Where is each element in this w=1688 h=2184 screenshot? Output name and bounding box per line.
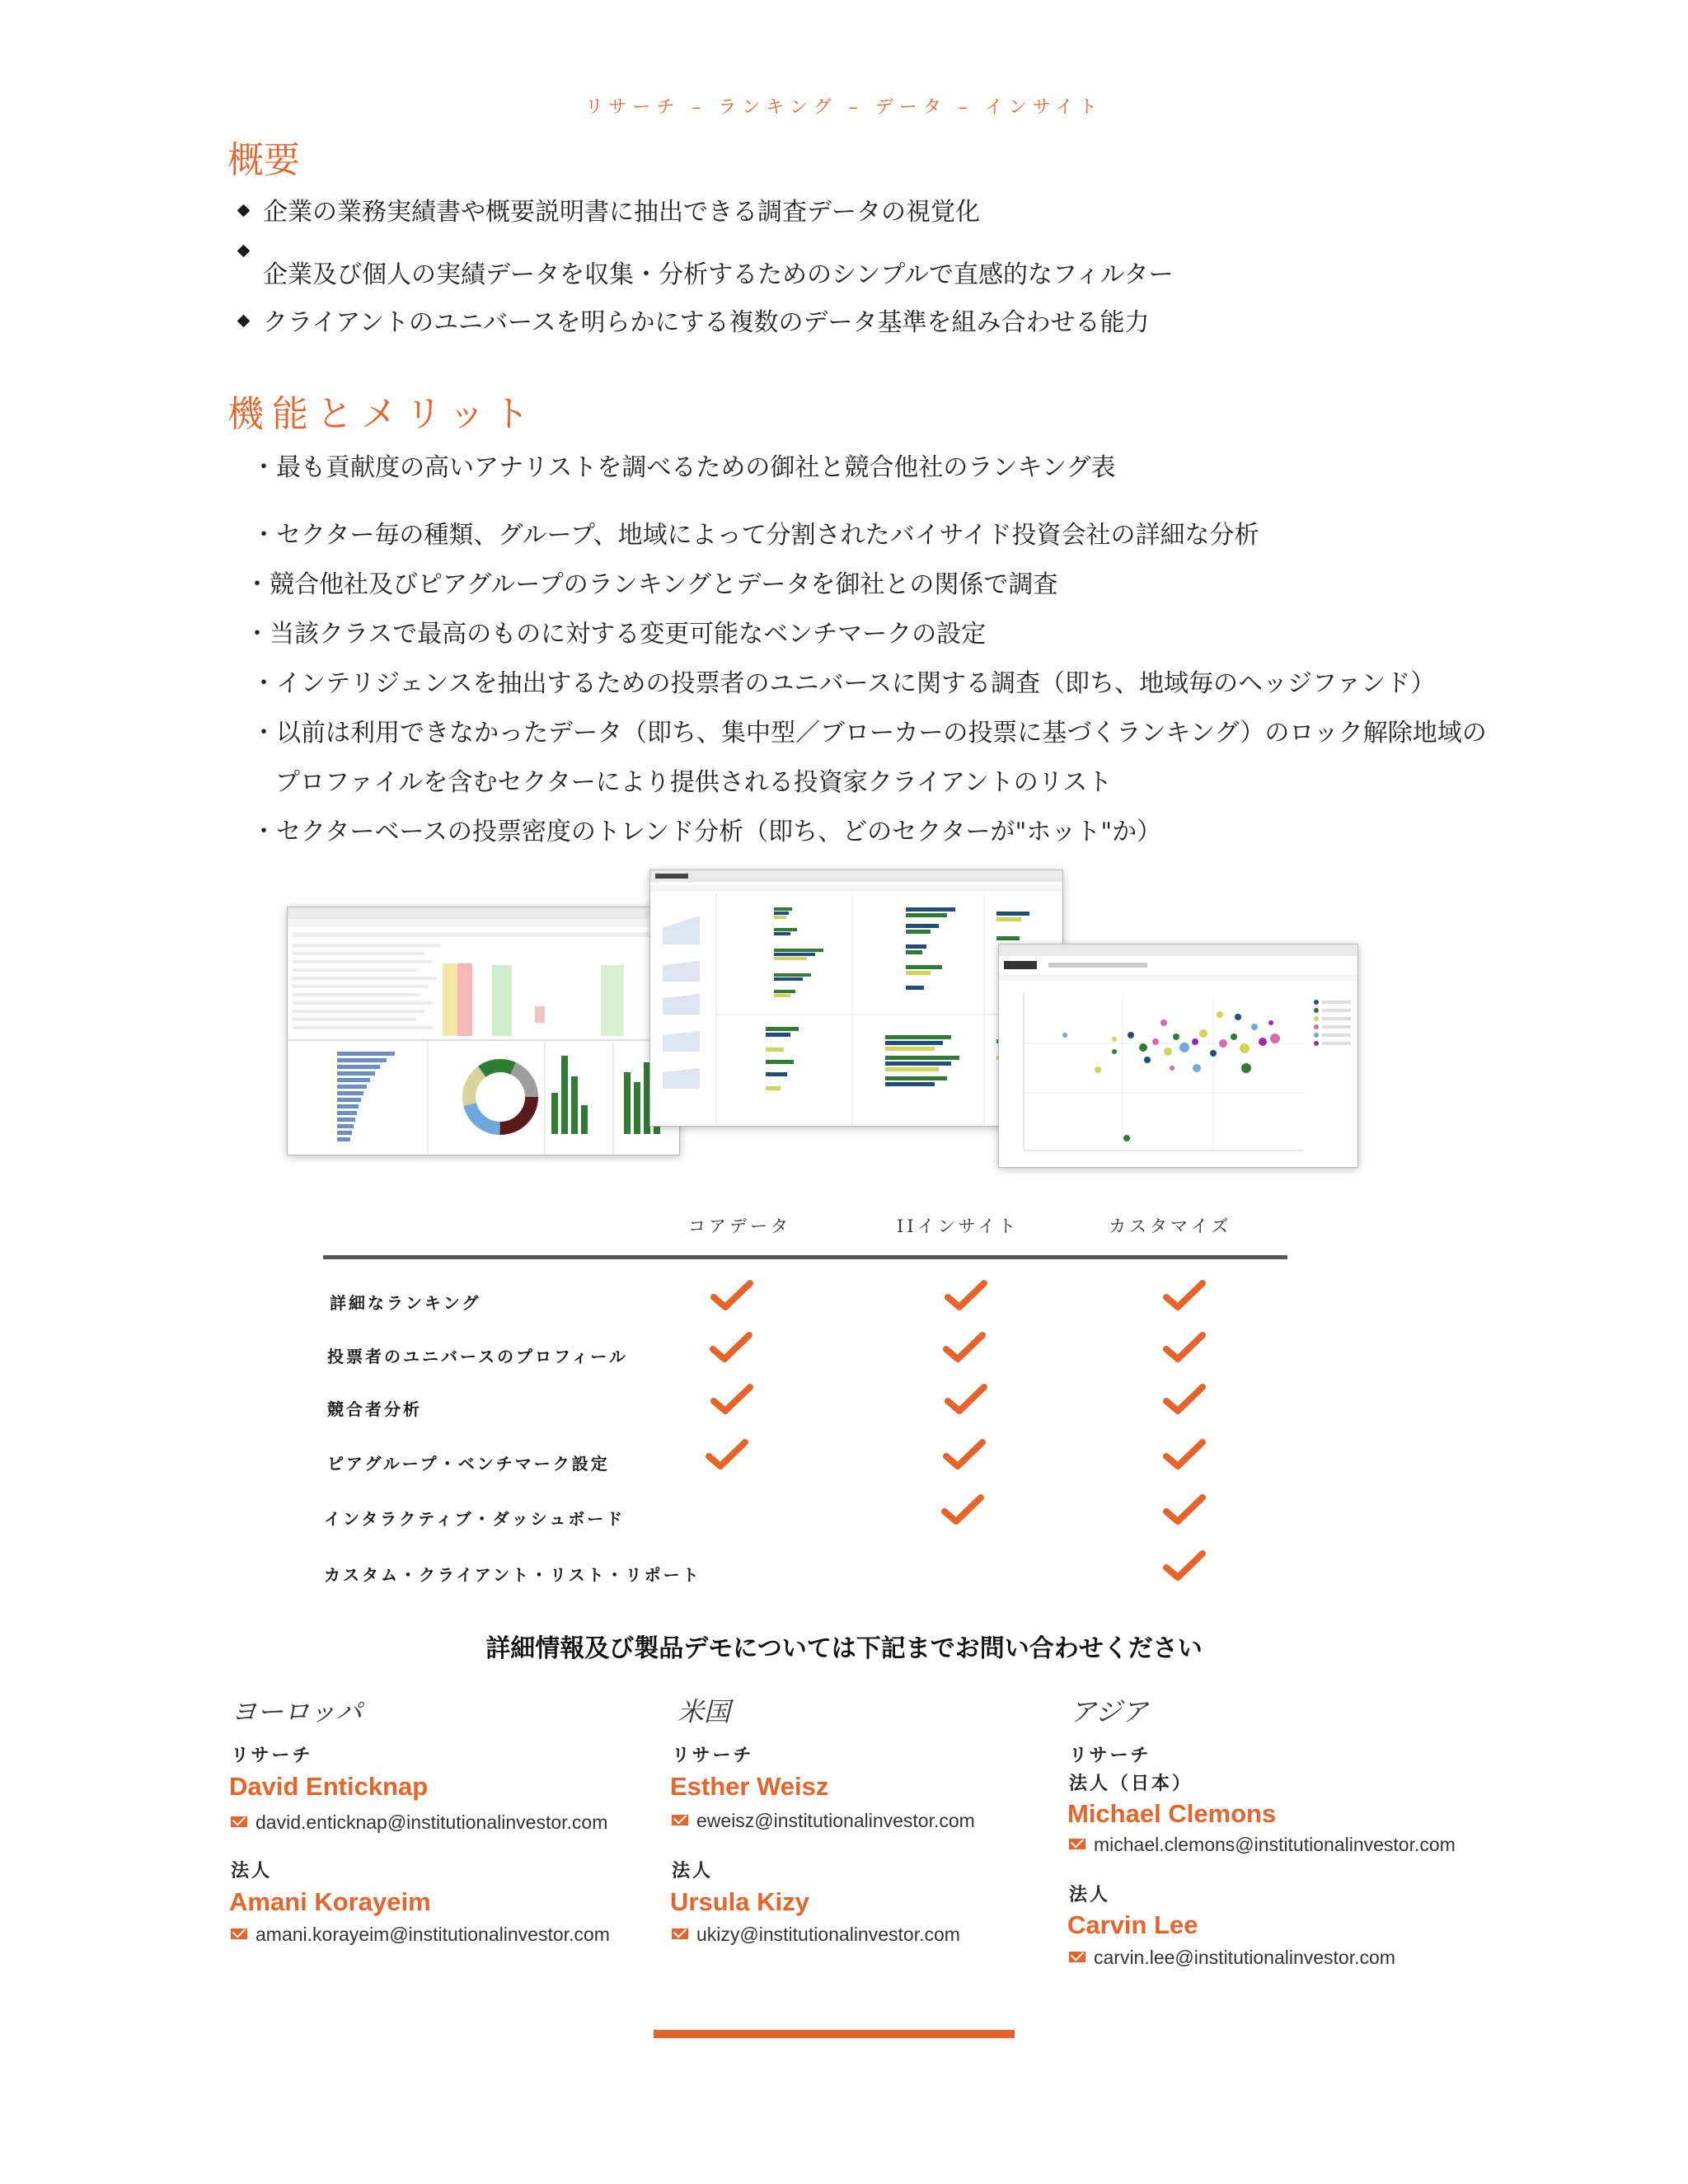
row-label-voter-universe: 投票者のユニバースのプロフィール <box>327 1347 628 1366</box>
feature-item-3: ・競合他社及びピアグループのランキングとデータを御社との関係で調査 <box>245 570 1058 599</box>
us-corp-email[interactable]: ukizy@institutionalinvestor.com <box>672 1924 960 1946</box>
asia-research-role: リサーチ <box>1069 1745 1151 1766</box>
europe-research-name: David Enticknap <box>229 1772 429 1801</box>
envelope-icon <box>672 1815 688 1825</box>
table-header-divider <box>323 1255 1287 1259</box>
row-label-interactive-dashboard: インタラクティブ・ダッシュボード <box>324 1509 626 1529</box>
us-research-email[interactable]: eweisz@institutionalinvestor.com <box>672 1810 975 1832</box>
diamond-bullet-icon <box>237 315 251 328</box>
envelope-icon <box>231 1929 247 1939</box>
dashboard-preview-image <box>288 907 679 1155</box>
europe-corp-email[interactable]: amani.korayeim@institutionalinvestor.com <box>231 1924 610 1946</box>
column-header-ii-insight: IIインサイト <box>897 1216 1020 1236</box>
checkmark-icon <box>941 1436 987 1473</box>
checkmark-icon <box>943 1381 989 1418</box>
overview-bullet-3: クライアントのユニバースを明らかにする複数のデータ基準を組み合わせる能力 <box>239 302 1150 338</box>
region-asia: アジア <box>1070 1696 1148 1727</box>
envelope-icon <box>231 1816 247 1827</box>
diamond-bullet-icon <box>237 245 251 258</box>
feature-item-6: ・以前は利用できなかったデータ（即ち、集中型／ブローカーの投票に基づくランキング）のロック解除地域の <box>251 719 1487 748</box>
europe-research-email[interactable]: david.enticknap@institutionalinvestor.com <box>231 1811 607 1834</box>
row-label-peer-benchmark: ピアグループ・ベンチマーク設定 <box>327 1454 610 1474</box>
scatter-preview-image <box>999 944 1357 1167</box>
envelope-icon <box>1069 1952 1085 1962</box>
region-europe: ヨーロッパ <box>231 1696 363 1727</box>
overview-heading: 概要 <box>227 139 300 181</box>
overview-bullet-2-marker <box>239 243 248 259</box>
asia-corp-name: Carvin Lee <box>1067 1910 1198 1939</box>
asia-research-name: Michael Clemons <box>1067 1799 1277 1828</box>
europe-corp-role: 法人 <box>231 1860 273 1882</box>
checkmark-icon <box>709 1277 755 1314</box>
checkmark-icon <box>1161 1277 1207 1314</box>
footer-accent-bar <box>654 2030 1015 2038</box>
europe-research-role: リサーチ <box>231 1745 313 1766</box>
row-label-detailed-ranking: 詳細なランキング <box>330 1293 481 1313</box>
asia-corp-role: 法人 <box>1069 1884 1111 1905</box>
scatter-screenshot <box>998 944 1358 1168</box>
checkmark-icon <box>1161 1381 1207 1418</box>
checkmark-icon <box>1161 1492 1207 1528</box>
diamond-bullet-icon <box>237 204 251 218</box>
us-corp-role: 法人 <box>672 1860 714 1882</box>
overview-bullet-2: 企業及び個人の実績データを収集・分析するためのシンプルで直感的なフィルター <box>263 260 1174 289</box>
features-heading: 機能とメリット <box>227 393 538 435</box>
checkmark-icon <box>709 1381 755 1418</box>
us-corp-name: Ursula Kizy <box>670 1887 809 1916</box>
feature-item-2: ・セクター毎の種類、グループ、地域によって分割されたバイサイド投資会社の詳細な分析 <box>251 521 1259 550</box>
checkmark-icon <box>708 1329 754 1366</box>
feature-item-6-cont: プロファイルを含むセクターにより提供される投資家クライアントのリスト <box>275 768 1113 797</box>
region-us: 米国 <box>678 1696 731 1727</box>
column-header-customize: カスタマイズ <box>1109 1216 1232 1236</box>
product-screenshots <box>284 869 1356 1179</box>
europe-corp-name: Amani Korayeim <box>229 1887 431 1916</box>
checkmark-icon <box>1161 1436 1207 1473</box>
dashboard-screenshot <box>287 907 680 1155</box>
row-label-competitor-analysis: 競合者分析 <box>327 1399 422 1419</box>
feature-item-1: ・最も貢献度の高いアナリストを調べるための御社と競合他社のランキング表 <box>251 453 1116 482</box>
checkmark-icon <box>943 1277 989 1314</box>
checkmark-icon <box>940 1492 986 1528</box>
envelope-icon <box>672 1929 688 1939</box>
checkmark-icon <box>1161 1329 1207 1366</box>
contact-cta: 詳細情報及び製品デモについては下記までお問い合わせください <box>485 1634 1203 1663</box>
feature-item-5: ・インテリジェンスを抽出するための投票者のユニバースに関する調査（即ち、地域毎のヘッジファンド） <box>251 669 1436 698</box>
asia-research-sub-role: 法人（日本） <box>1069 1773 1193 1794</box>
checkmark-icon <box>941 1329 987 1366</box>
row-label-custom-client-report: カスタム・クライアント・リスト・リポート <box>324 1565 701 1585</box>
tagline: リサーチ – ランキング – データ – インサイト <box>584 97 1104 118</box>
feature-item-7: ・セクターベースの投票密度のトレンド分析（即ち、どのセクターが"ホット"か） <box>251 818 1162 846</box>
us-research-name: Esther Weisz <box>670 1772 829 1801</box>
checkmark-icon <box>704 1436 750 1473</box>
envelope-icon <box>1069 1839 1085 1849</box>
us-research-role: リサーチ <box>672 1745 754 1766</box>
asia-research-email[interactable]: michael.clemons@institutionalinvestor.com <box>1069 1834 1456 1856</box>
column-header-core-data: コアデータ <box>688 1216 791 1236</box>
checkmark-icon <box>1161 1548 1207 1584</box>
asia-corp-email[interactable]: carvin.lee@institutionalinvestor.com <box>1069 1947 1395 1969</box>
feature-item-4: ・当該クラスで最高のものに対する変更可能なベンチマークの設定 <box>245 620 987 649</box>
overview-bullet-1: 企業の業務実績書や概要説明書に抽出できる調査データの視覚化 <box>239 191 980 227</box>
